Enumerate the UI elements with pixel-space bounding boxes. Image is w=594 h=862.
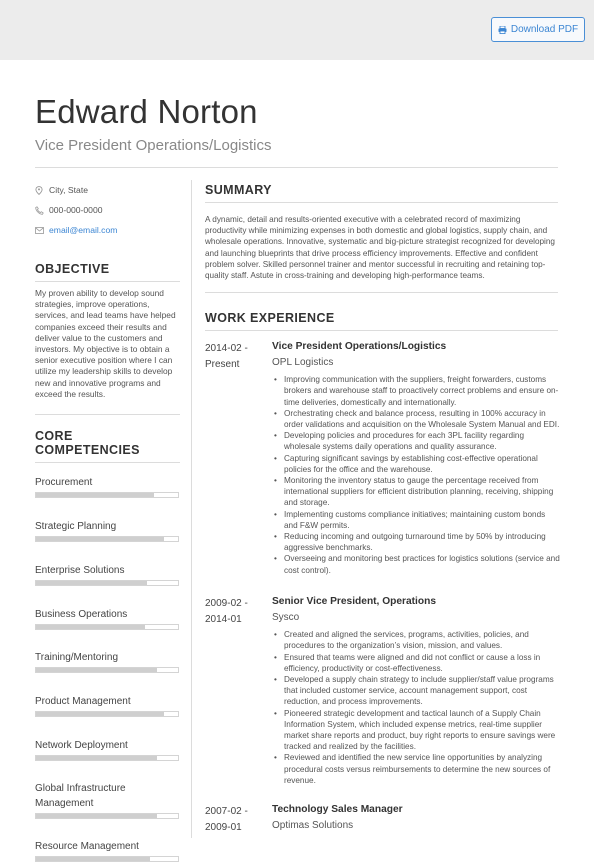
- competency-label: Product Management: [35, 696, 131, 708]
- phone-icon: [35, 206, 49, 215]
- competencies-heading: CORE COMPETENCIES: [35, 429, 140, 458]
- objective-divider: [35, 281, 180, 282]
- contact-phone: [35, 200, 180, 220]
- competency-label: Business Operations: [35, 609, 128, 621]
- job-bullet: • Capturing significant savings by establishing cost-effective operational policies for the office and the warehouse.: [272, 453, 560, 475]
- competency-level-bar: [35, 711, 179, 717]
- job-bullets: [272, 374, 560, 576]
- competency-level-bar: [35, 755, 179, 761]
- competency-label: Training/Mentoring: [35, 652, 119, 664]
- main-column: [205, 180, 560, 833]
- download-pdf-button[interactable]: [491, 17, 585, 42]
- competency-label: Enterprise Solutions: [35, 565, 125, 577]
- summary-bottom-divider: [205, 292, 558, 293]
- map-pin-icon: [35, 186, 49, 195]
- printer-icon: [498, 26, 507, 34]
- competencies-divider: [35, 462, 180, 463]
- competency-level-fill: [36, 625, 145, 629]
- job-company: Sysco: [272, 612, 300, 624]
- competency-item: [35, 781, 179, 819]
- competency-level-bar: [35, 856, 179, 862]
- competency-level-fill: [36, 712, 164, 716]
- job-role: Vice President Operations/Logistics: [272, 341, 447, 353]
- job-bullet: • Orchestrating check and balance process, resulting in 100% accuracy in order validations and acquisition on the Wholesale System Manual and EDI.: [272, 408, 560, 430]
- competency-level-bar: [35, 667, 179, 673]
- summary-divider: [205, 202, 558, 203]
- experience-divider: [205, 330, 558, 331]
- competency-level-bar: [35, 624, 179, 630]
- competency-item: [35, 738, 179, 761]
- competency-item: [35, 563, 179, 586]
- experience-heading: WORK EXPERIENCE: [205, 311, 335, 326]
- job-role: Senior Vice President, Operations: [272, 596, 436, 608]
- competency-item: [35, 607, 179, 630]
- competency-label: Strategic Planning: [35, 521, 117, 533]
- competency-item: [35, 475, 179, 498]
- job-bullet: • Overseeing and monitoring best practices for logistics solutions (service and cost control).: [272, 553, 560, 575]
- competency-item: [35, 839, 179, 862]
- job-dates: 2014-02 - Present: [205, 343, 248, 370]
- phone-text: 000-000-0000: [49, 205, 103, 215]
- competency-level-bar: [35, 492, 179, 498]
- contact-location: [35, 180, 180, 200]
- top-bar: [0, 0, 594, 60]
- job-bullets: [272, 629, 560, 786]
- column-divider: [191, 180, 192, 838]
- email-link[interactable]: email@email.com: [49, 225, 118, 235]
- competency-level-fill: [36, 668, 157, 672]
- competency-level-fill: [36, 857, 150, 861]
- competency-label: Procurement: [35, 477, 93, 489]
- job-company: Optimas Solutions: [272, 820, 354, 832]
- summary-text: A dynamic, detail and results-oriented executive with a celebrated record of maximizing productivity while minimizing expenses in both domestic and global logistics, supply chain, and wholesale operations. Innovative, systematic and big-picture strategist recognized for developing and launching blueprints that drive process efficiency improvements. Effective and confident problem solver. Skilled personnel trainer and mentor successful in recruiting and retaining top-quality staff. Astute in cross-training and developing high-performance teams.: [205, 215, 555, 281]
- competency-level-bar: [35, 813, 179, 819]
- competency-item: [35, 694, 179, 717]
- job-bullet: • Reducing incoming and outgoing turnaround time by 50% by introducing aggressive benchmarks.: [272, 531, 560, 553]
- header-divider: [35, 167, 558, 168]
- job-dates: 2007-02 - 2009-01: [205, 806, 248, 833]
- objective-text: My proven ability to develop sound strategies, improve operations, services, and lead teams have helped companies exceed their results and deliver value to the customers and investors. My objective is to obtain a senior executive position where I can utilize my leadership skills to develop new and innovative programs and exceed the results.: [35, 288, 176, 399]
- competency-level-fill: [36, 493, 154, 497]
- competency-level-fill: [36, 581, 147, 585]
- job-dates: 2009-02 - 2014-01: [205, 598, 248, 625]
- job-bullet: • Created and aligned the services, programs, activities, policies, and procedures to the organization’s vision, mission, and values.: [272, 629, 560, 651]
- objective-heading: OBJECTIVE: [35, 262, 110, 276]
- competency-label: Network Deployment: [35, 740, 128, 752]
- competency-label: Global Infrastructure Management: [35, 783, 126, 810]
- envelope-icon: [35, 227, 49, 234]
- contact-email[interactable]: [35, 220, 180, 240]
- job-bullet: • Developing policies and procedures for each 3PL facility regarding wholesale systems daily operations and quality assurance.: [272, 430, 560, 452]
- competency-level-fill: [36, 537, 164, 541]
- job-role: Technology Sales Manager: [272, 804, 403, 816]
- competency-item: [35, 650, 179, 673]
- job-bullet: • Developed a supply chain strategy to include supplier/staff value programs that included customer service, account management support, cost reduction, and process improvements.: [272, 674, 560, 708]
- candidate-name: Edward Norton: [35, 93, 258, 130]
- download-pdf-label: Download PDF: [510, 24, 579, 35]
- competency-level-fill: [36, 756, 157, 760]
- job-bullet: • Pioneered strategic development and tactical launch of a Supply Chain Information System, which included expense metrics, real-time supplier market share reports and product, buy right reports to ensure savings were tracked and realized by the facilities.: [272, 708, 560, 753]
- job-bullet: • Reviewed and identified the new service line opportunities by analyzing procedural costs versus reimbursements to determine the new sources of revenue.: [272, 752, 560, 786]
- competency-level-bar: [35, 580, 179, 586]
- job-bullet: • Improving communication with the suppliers, freight forwarders, customs brokers and warehouse staff to proactively correct problems and ensure on-time deliveries, domestically and internationally.: [272, 374, 560, 408]
- objective-bottom-divider: [35, 414, 180, 415]
- job-bullet: • Monitoring the inventory status to gauge the percentage received from international suppliers for efficient distribution planning, receiving, shipping and storage.: [272, 475, 560, 509]
- competency-label: Resource Management: [35, 841, 139, 853]
- job-company: OPL Logistics: [272, 357, 334, 369]
- sidebar: [35, 180, 180, 853]
- candidate-title: Vice President Operations/Logistics: [35, 137, 272, 154]
- summary-heading: SUMMARY: [205, 183, 272, 197]
- competency-level-fill: [36, 814, 157, 818]
- competency-item: [35, 519, 179, 542]
- competency-level-bar: [35, 536, 179, 542]
- job-bullet: • Ensured that teams were aligned and did not conflict or cause a loss in efficiency, productivity or cost-effectiveness.: [272, 652, 560, 674]
- job-bullet: • Implementing customs compliance initiatives; maintaining custom bonds and F&W permits.: [272, 509, 560, 531]
- location-text: City, State: [49, 185, 89, 195]
